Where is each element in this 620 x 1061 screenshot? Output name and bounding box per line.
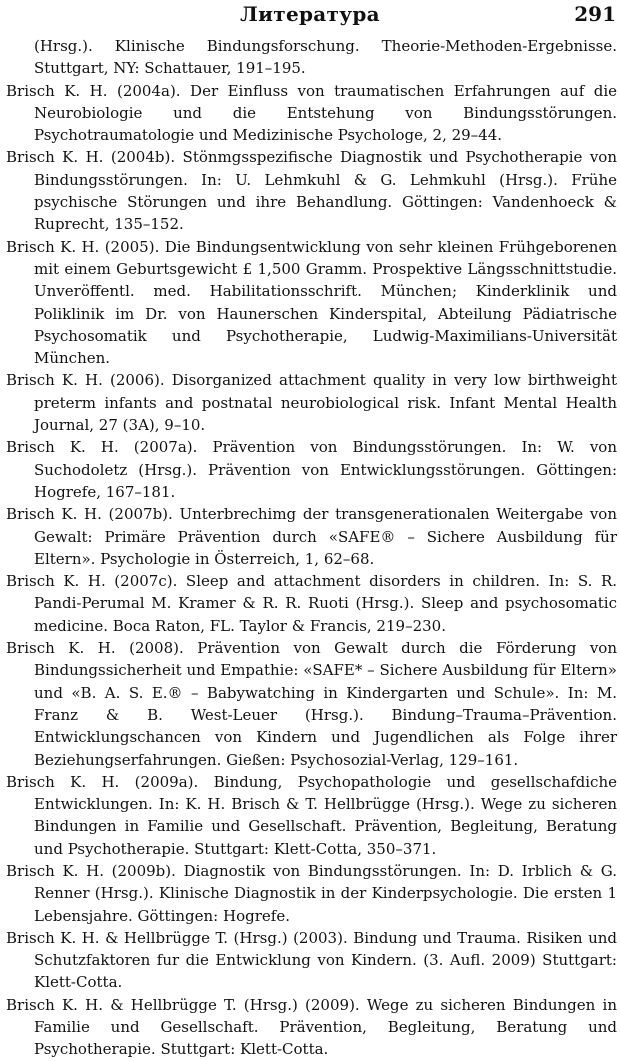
reference-entry: Brisch K. H. (2007a). Prävention von Bindungsstörungen. In: W. von Suchodoletz (Hrsg.). Prävention von Entwicklungsstörungen. Göttingen: Hogrefe, 167–181. <box>6 438 617 501</box>
reference-entry: Brisch K. H. (2009b). Diagnostik von Bindungsstörungen. In: D. Irblich & G. Renner (Hrsg.). Klinische Diagnostik in der Kinderpsychologie. Die ersten 1 Lebensjahre. Göttingen: Hogrefe. <box>6 861 617 925</box>
reference-entry: Brisch K. H. (2006). Disorganized attachment quality in very low birthweight preterm infants and postnatal neurobiological risk. Infant Mental Health Journal, 27 (3A), 9–10. <box>6 371 617 435</box>
reference-list <box>6 35 617 1061</box>
reference-entry-continued: (Hrsg.). Klinische Bindungsforschung. Theorie-Methoden-Ergebnisse. Stuttgart, NY: Schattauer, 191–195. <box>34 37 617 78</box>
page-number: 291 <box>574 2 616 26</box>
reference-entry: Brisch K. H. & Hellbrügge T. (Hrsg.) (2009). Wege zu sicheren Bindungen in Familie und Gesellschaft. Prävention, Begleitung, Beratung und Psychotherapie. Stuttgart: Klett-Cotta. <box>6 995 617 1059</box>
reference-entry: Brisch K. H. (2007b). Unterbrechimg der transgenerationalen Weitergabe von Gewalt: Primäre Prävention durch «SAFE® – Sichere Ausbildung für Eltern». Psychologie in Österreich, 1, 62–68. <box>6 505 617 568</box>
page-header <box>0 0 620 30</box>
reference-entry: Brisch K. H. (2005). Die Bindungsentwicklung von sehr kleinen Frühgeborenen mit einem Geburtsgewicht £ 1,500 Gramm. Prospektive Längsschnittstudie. Unveröffentl. med. Habilitationsschrift. München; Kinderklinik und Poliklinik im Dr. von Haunerschen Kinderspital, Abteilung Pädiatrische Psychosomatik und Psychotherapie, Ludwig-Maximilians-Universität München. <box>6 237 617 368</box>
running-title: Литература <box>240 2 380 26</box>
reference-entry: Brisch K. H. (2004a). Der Einfluss von traumatischen Erfahrungen auf die Neurobiologie und die Entstehung von Bindungsstörungen. Psychotraumatologie und Medizinische Psychologe, 2, 29–44. <box>6 81 617 145</box>
reference-entry: Brisch K. H. (2008). Prävention von Gewalt durch die Förderung von Bindungssicherheit und Empathie: «SAFE* – Sichere Ausbildung für Eltern» und «B. A. S. E.® – Babywatching in Kindergarten und Schule». In: M. Franz & B. West-Leuer (Hrsg.). Bindung–Trauma–Prävention. Entwicklungschancen von Kindern und Jugendlichen als Folge ihrer Beziehungserfahrungen. Gießen: Psychosozial-Verlag, 129–161. <box>6 639 617 769</box>
reference-entry: Brisch K. H. & Hellbrügge T. (Hrsg.) (2003). Bindung und Trauma. Risiken und Schutzfaktoren fur die Entwicklung von Kindern. (3. Aufl. 2009) Stuttgart: Klett-Cotta. <box>6 928 617 992</box>
reference-entry: Brisch K. H. (2007c). Sleep and attachment disorders in children. In: S. R. Pandi-Perumal M. Kramer & R. R. Ruoti (Hrsg.). Sleep and psychosomatic medicine. Boca Raton, FL. Taylor & Francis, 219–230. <box>6 572 617 635</box>
reference-entry: Brisch K. H. (2009a). Bindung, Psychopathologie und gesellschafdiche Entwicklungen. In: K. H. Brisch & T. Hellbrügge (Hrsg.). Wege zu sicheren Bindungen in Familie und Gesellschaft. Prävention, Begleitung, Beratung und Psychotherapie. Stuttgart: Klett-Cotta, 350–371. <box>6 772 617 858</box>
reference-entry: Brisch K. H. (2004b). Stönmgsspezifische Diagnostik und Psychotherapie von Bindungsstörungen. In: U. Lehmkuhl & G. Lehmkuhl (Hrsg.). Frühe psychische Störungen und ihre Behandlung. Göttingen: Vandenhoeck & Ruprecht, 135–152. <box>6 148 617 234</box>
